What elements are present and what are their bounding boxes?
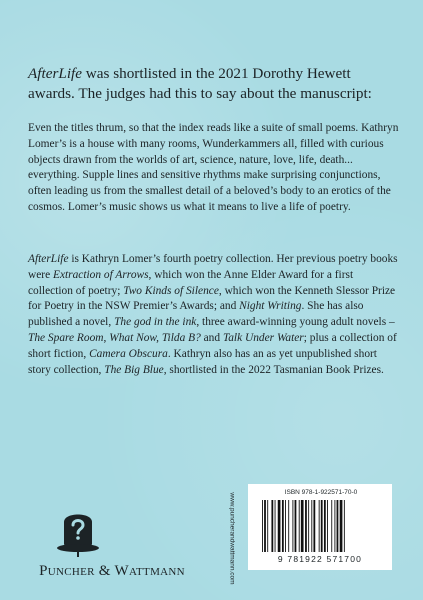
barcode-bar	[331, 500, 332, 552]
barcode-panel	[248, 484, 392, 570]
bio-title: Extraction of Arrows	[52, 268, 149, 281]
barcode-bar	[344, 500, 345, 552]
quote-text: Even the titles thrum, so that the index reads like a suite of small poems. Kathryn Lomer’s is a house with many rooms, Wunderkammers all, filled with curious objects drawn from the worlds of art, science, nature, love, life, death... everything. Supple lines and sensitive rhythms make surprising conjunctions, often leading us from the smallest detail of a beloved’s body to an erotics of the cosmos. Lomer’s music shows us what it means to live a life of poetry.	[28, 122, 399, 213]
bio-title: Night Writing	[239, 300, 302, 313]
barcode-bar	[267, 500, 268, 552]
judges-quote	[28, 121, 400, 216]
bio-title: Two Kinds of Silence	[123, 284, 219, 297]
bio-text-run: is Kathryn Lomer’s fourth poetry collection. Her previous poetry books were	[28, 253, 398, 281]
publisher-name: Puncher & Wattmann	[39, 563, 185, 579]
bio-text-run: ,	[103, 331, 110, 344]
barcode-bar	[327, 500, 328, 552]
bio-text-run: , three award-winning young adult novels –	[196, 316, 395, 329]
bio-title: The Spare Room	[28, 331, 104, 344]
publisher-website	[228, 483, 236, 595]
hat-question-mark-icon	[56, 508, 100, 558]
barcode-bar	[324, 500, 326, 552]
bio-title: Talk Under Water	[222, 331, 304, 344]
barcode-bar	[313, 500, 315, 552]
barcode-bar	[288, 500, 289, 552]
bio-text-run: . Kathryn also has an as yet unpublished short story collection,	[28, 347, 377, 376]
barcode-bar	[311, 500, 312, 552]
barcode	[260, 500, 378, 552]
bio-title: What Now, Tilda B?	[109, 331, 201, 344]
barcode-bar	[262, 500, 263, 552]
barcode-bar	[292, 500, 293, 552]
barcode-bar	[305, 500, 307, 552]
barcode-bar	[301, 500, 304, 552]
barcode-bar	[340, 500, 343, 552]
isbn-label: ISBN 978-1-922571-70-0	[284, 489, 358, 496]
website-text: www.puncherandwattmann.com	[228, 492, 236, 585]
intro-paragraph	[28, 64, 400, 104]
bio-title: The god in the ink	[114, 316, 197, 329]
bio-title: The Big Blue	[104, 363, 164, 376]
barcode-bar	[282, 500, 284, 552]
barcode-bar	[264, 500, 266, 552]
bio-title: Camera Obscura	[89, 347, 168, 360]
bio-text-run: , which won the Kenneth Slessor Prize for Poetry in the NSW Premier’s Awards; and	[28, 284, 396, 313]
intro-book-title: AfterLife	[28, 65, 82, 82]
barcode-bar	[275, 500, 276, 552]
barcode-bar	[334, 500, 335, 552]
barcode-bar	[278, 500, 281, 552]
barcode-digits: 9 781922 571700	[277, 554, 363, 564]
barcode-bar	[321, 500, 323, 552]
barcode-bar	[295, 500, 297, 552]
barcode-bar	[337, 500, 339, 552]
bio-text-run: , which won the Anne Elder Award for a first collection of poetry;	[28, 268, 354, 297]
author-bio	[28, 252, 400, 378]
barcode-bar	[299, 500, 300, 552]
bio-text-run: and	[200, 331, 223, 344]
barcode-bar	[271, 500, 273, 552]
bio-text-run: . She has also published a novel,	[28, 300, 364, 329]
barcode-bar	[319, 500, 320, 552]
barcode-bar	[285, 500, 286, 552]
bio-text-run: ; plus a collection of short fiction,	[28, 331, 397, 360]
intro-text: was shortlisted in the 2021 Dorothy Hewett awards. The judges had this to say about the manuscript:	[28, 65, 372, 102]
bio-title: AfterLife	[28, 253, 69, 265]
bio-text	[28, 252, 400, 378]
bio-text-run: , shortlisted in the 2022 Tasmanian Book Prizes.	[163, 363, 384, 376]
barcode-bar	[308, 500, 309, 552]
